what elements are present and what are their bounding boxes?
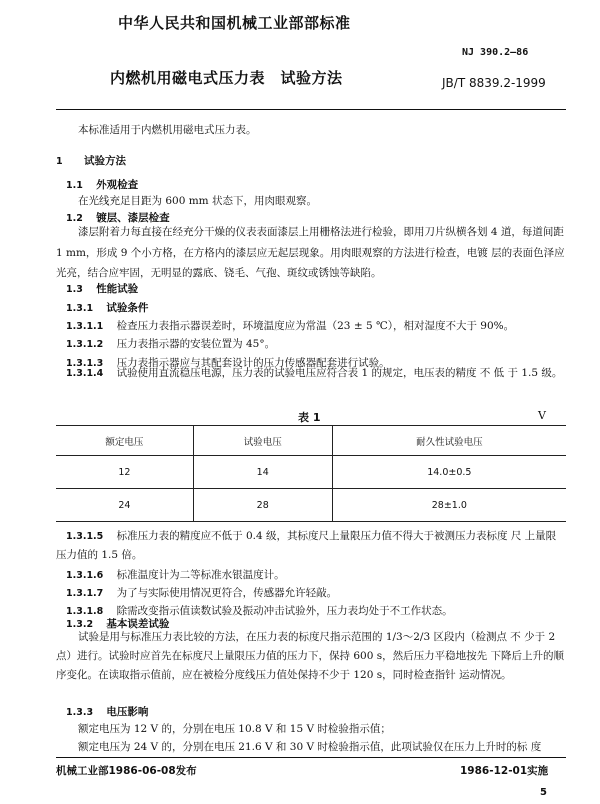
- clause-number: 1.3.1.1: [66, 321, 104, 332]
- issue-date: 机械工业部1986-06-08发布: [56, 765, 197, 777]
- clause-text: 压力表指示器应与其配套设计的压力传感器配套进行试验。: [116, 357, 390, 369]
- clause-number: 1.3.1.8: [66, 606, 104, 617]
- clause-text: 压力表指示器的安装位置为 45°。: [116, 338, 276, 350]
- section-number: 1.1: [66, 180, 83, 191]
- section-1-3-3-heading: [66, 705, 148, 720]
- clause-text: 检查压力表指示器误差时，环境温度应为常温（23 ± 5 ℃），相对湿度不大于 90%。: [116, 320, 515, 332]
- table-cell: 28: [193, 489, 332, 522]
- effective-date: 1986-12-01实施: [460, 765, 549, 777]
- column-header: 试验电压: [193, 426, 332, 456]
- clause-text: 试验使用直流稳压电源，压力表的试验电压应符合表 1 的规定，电压表的精度 不 低 于 1.5 级。: [116, 367, 563, 379]
- clause-1-3-1-6: [66, 568, 285, 583]
- clause-text: 标准压力表的精度应不低于 0.4 级，其标度尺上量限压力值不得大于被测压力表标度 尺 上量限压力值的 1.5 倍。: [56, 530, 557, 561]
- table-cell: 28±1.0: [332, 489, 566, 522]
- table-row: [56, 489, 566, 522]
- section-title: 试验方法: [83, 155, 126, 167]
- clause-1-3-1-5: [56, 527, 566, 565]
- section-title: 外观检查: [96, 179, 139, 191]
- table-cell: 12: [56, 456, 193, 489]
- issuing-authority: 中华人民共和国机械工业部部标准: [118, 14, 351, 32]
- page-number: 5: [540, 787, 547, 798]
- section-1-3-3-line-2: 额定电压为 24 V 的，分别在电压 21.6 V 和 30 V 时检验指示值，此项试验仅在压力上升时的标 度: [78, 741, 542, 753]
- section-number: 1.3.2: [66, 619, 94, 630]
- scope-text: 本标准适用于内燃机用磁电式压力表。: [78, 124, 257, 136]
- section-title: 基本误差试验: [106, 618, 170, 630]
- section-number: 1.3: [66, 284, 83, 295]
- column-header: 额定电压: [56, 426, 193, 456]
- clause-number: 1.3.1.3: [66, 358, 104, 369]
- section-number: 1: [56, 156, 63, 167]
- table-cell: 24: [56, 489, 193, 522]
- section-1-3-3-line-1: 额定电压为 12 V 的，分别在电压 10.8 V 和 15 V 时检验指示值；: [78, 723, 391, 735]
- table-header-row: [56, 426, 566, 456]
- column-header: 耐久性试验电压: [332, 426, 566, 456]
- clause-number: 1.3.1.2: [66, 339, 104, 350]
- table-cell: 14.0±0.5: [332, 456, 566, 489]
- clause-1-3-1-4: [56, 364, 566, 383]
- section-1-3-1-heading: [66, 301, 148, 316]
- section-1-3-2-text: 试验是用与标准压力表比较的方法，在压力表的标度尺指示范围的 1/3～2/3 区段内（检测点 不 少于 2 点）进行。试验时应首先在标度尺上量限压力值的压力下，保持 600 s，然后压力平稳地按先 下降后上升的顺序变化。在读取指示值前，应在被检分度线压力值处保持不少于 120 s，同时检查指针 运动情况。: [56, 631, 564, 681]
- table-cell: 14: [193, 456, 332, 489]
- clause-1-3-1-2: [66, 337, 275, 352]
- clause-number: 1.3.1.7: [66, 588, 104, 599]
- section-number: 1.3.3: [66, 707, 94, 718]
- section-1-1-text: 在光线充足目距为 600 mm 状态下，用肉眼观察。: [78, 195, 317, 207]
- table-row: [56, 456, 566, 489]
- standard-code-new: JB/T 8839.2-1999: [442, 76, 546, 90]
- section-1-heading: [56, 154, 126, 169]
- section-title: 性能试验: [96, 283, 139, 295]
- section-number: 1.2: [66, 213, 83, 224]
- section-title: 电压影响: [106, 706, 149, 718]
- standard-code-old: NJ 390.2—86: [462, 47, 529, 58]
- footer-divider: [56, 757, 566, 758]
- table-caption: 表 1: [298, 411, 321, 424]
- section-title: 试验条件: [106, 302, 149, 314]
- clause-text: 除需改变指示值读数试验及振动冲击试验外，压力表均处于不工作状态。: [116, 605, 453, 617]
- voltage-table: [56, 425, 566, 522]
- table-unit: V: [538, 409, 546, 422]
- clause-1-3-1-7: [66, 586, 337, 601]
- clause-text: 为了与实际使用情况更符合，传感器允许轻敲。: [116, 587, 338, 599]
- section-1-2-text: 漆层附着力每直接在经充分干燥的仪表表面漆层上用栅格法进行检验，即用刀片纵横各划 4 道，每道间距 1 mm，形成 9 个小方格，在方格内的漆层应无起层现象。用肉眼观察的方法进行检查，电镀 层的表面色泽应光亮，结合应牢固，无明显的露底、铙毛、气孢、斑纹或锈蚀等缺陷。: [56, 226, 565, 279]
- section-number: 1.3.1: [66, 303, 94, 314]
- clause-1-3-1-1: [66, 319, 514, 334]
- document-title: 内燃机用磁电式压力表 试验方法: [110, 69, 343, 87]
- header-divider: [56, 109, 566, 110]
- section-1-3-heading: [66, 282, 138, 297]
- section-title: 镀层、漆层检查: [96, 212, 170, 224]
- clause-text: 标准温度计为二等标准水银温度计。: [116, 569, 285, 581]
- clause-number: 1.3.1.5: [66, 531, 104, 542]
- section-1-1-heading: [66, 178, 138, 193]
- clause-number: 1.3.1.4: [66, 368, 104, 379]
- clause-number: 1.3.1.6: [66, 570, 104, 581]
